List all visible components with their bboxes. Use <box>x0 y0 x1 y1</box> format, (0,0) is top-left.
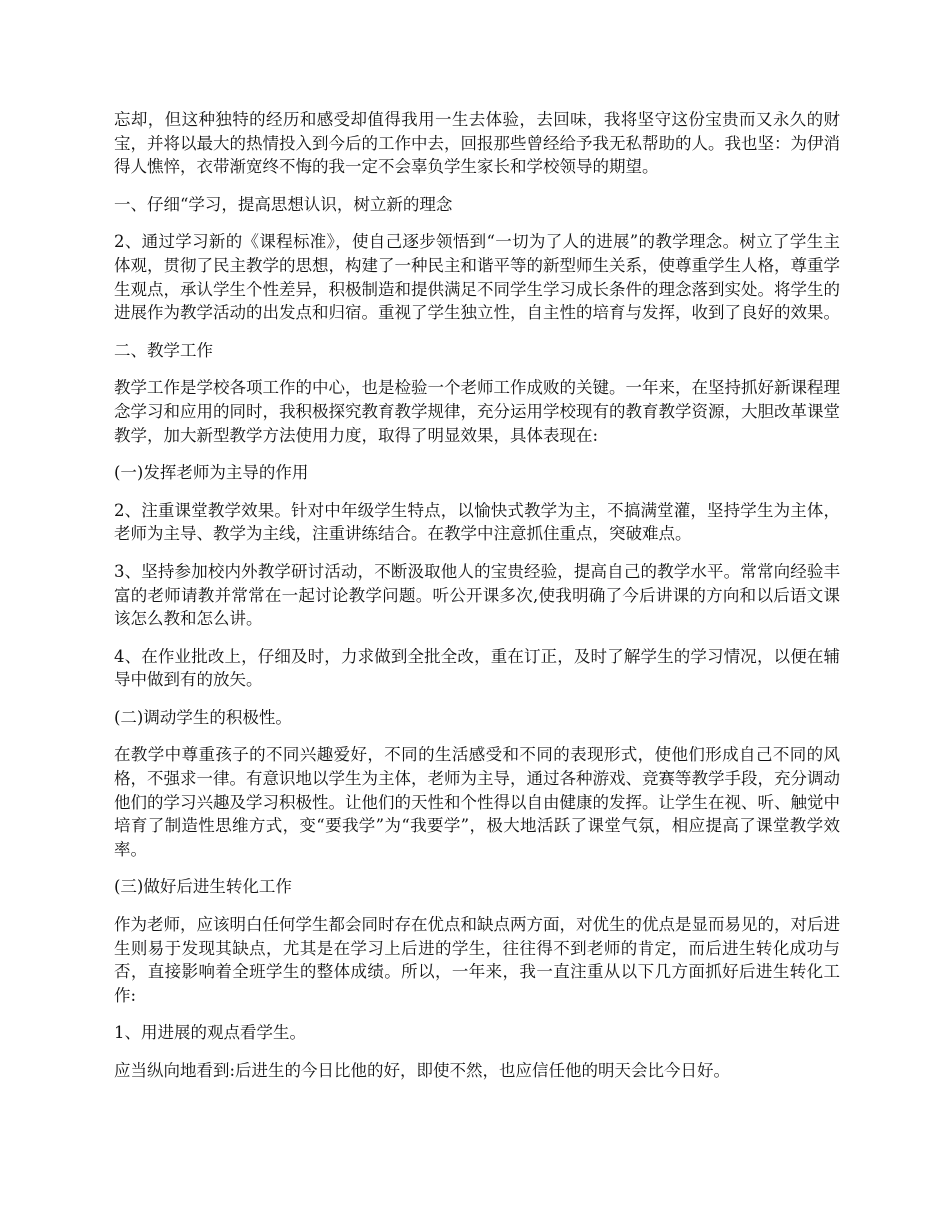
list-item-development-view: 1、用进展的观点看学生。 <box>114 1023 306 1043</box>
paragraph-curriculum-standard: 2、通过学习新的《课程标准》，使自己逐步领悟到“一切为了人的进展”的教学理念。树立了学生主体观，贯彻了民主教学的思想，构建了一种民主和谐平等的新型师生关系，使尊重学生人格，尊重学生观点，承认学生个性差异，积极制造和提供满足不同学生学习成长条件的理念落到实处。将学生的进展作为教学活动的出发点和归宿。重视了学生独立性，自主性的培育与发挥，收到了良好的效果。 <box>114 232 840 323</box>
paragraph-student-interests: 在教学中尊重孩子的不同兴趣爱好，不同的生活感受和不同的表现形式，使他们形成自己不同的风格，不强求一律。有意识地以学生为主体，老师为主导，通过各种游戏、竞赛等教学手段，充分调动他们的学习兴趣及学习积极性。让他们的天性和个性得以自由健康的发挥。让学生在视、听、触觉中培育了制造性思维方式，变“要我学”为“我要学”，极大地活跃了课堂气氛，相应提高了课堂教学效率。 <box>114 745 840 859</box>
paragraph-classroom-effect: 2、注重课堂教学效果。针对中年级学生特点，以愉快式教学为主，不搞满堂灌，坚持学生为主体，老师为主导、教学为主线，注重讲练结合。在教学中注意抓住重点，突破难点。 <box>114 500 840 544</box>
paragraph-closing-reflection: 忘却，但这种独特的经历和感受却值得我用一生去体验，去回味，我将坚守这份宝贵而又永久的财宝，并将以最大的热情投入到今后的工作中去，回报那些曾经给予我无私帮助的人。我也坚：为伊消得人憔悴，衣带渐宽终不悔的我一定不会辜负学生家长和学校领导的期望。 <box>114 110 840 177</box>
paragraph-future-trust: 应当纵向地看到:后进生的今日比他的好，即使不然，也应信任他的明天会比今日好。 <box>114 1061 731 1080</box>
paragraph-teaching-work: 教学工作是学校各项工作的中心，也是检验一个老师工作成败的关键。一年来，在坚持抓好新课程理念学习和应用的同时，我积极探究教育教学规律，充分运用学校现有的教育教学资源，大胆改革课堂教学，加大新型教学方法使用力度，取得了明显效果，具体表现在: <box>114 378 840 445</box>
subheading-student-motivation: (二)调动学生的积极性。 <box>114 707 292 727</box>
paragraph-homework-correction: 4、在作业批改上，仔细及时，力求做到全批全改，重在订正，及时了解学生的学习情况，以便在辅导中做到有的放矢。 <box>114 646 840 690</box>
heading-section-2: 二、教学工作 <box>114 340 213 360</box>
heading-section-1: 一、仔细“学习，提高思想认识，树立新的理念 <box>114 194 453 214</box>
paragraph-research-activities: 3、坚持参加校内外教学研讨活动，不断汲取他人的宝贵经验，提高自己的教学水平。常常向经验丰富的老师请教并常常在一起讨论教学问题。听公开课多次,使我明确了今后讲课的方向和以后语文课该怎么教和怎么讲。 <box>114 561 840 629</box>
paragraph-struggling-students: 作为老师，应该明白任何学生都会同时存在优点和缺点两方面，对优生的优点是显而易见的，对后进生则易于发现其缺点，尤其是在学习上后进的学生，往往得不到老师的肯定，而后进生转化成功与否，直接影响着全班学生的整体成绩。所以，一年来，我一直注重从以下几方面抓好后进生转化工作: <box>114 915 840 1005</box>
subheading-struggling-students: (三)做好后进生转化工作 <box>114 877 292 897</box>
subheading-teacher-role: (一)发挥老师为主导的作用 <box>114 463 309 483</box>
document-page <box>114 108 840 1097</box>
